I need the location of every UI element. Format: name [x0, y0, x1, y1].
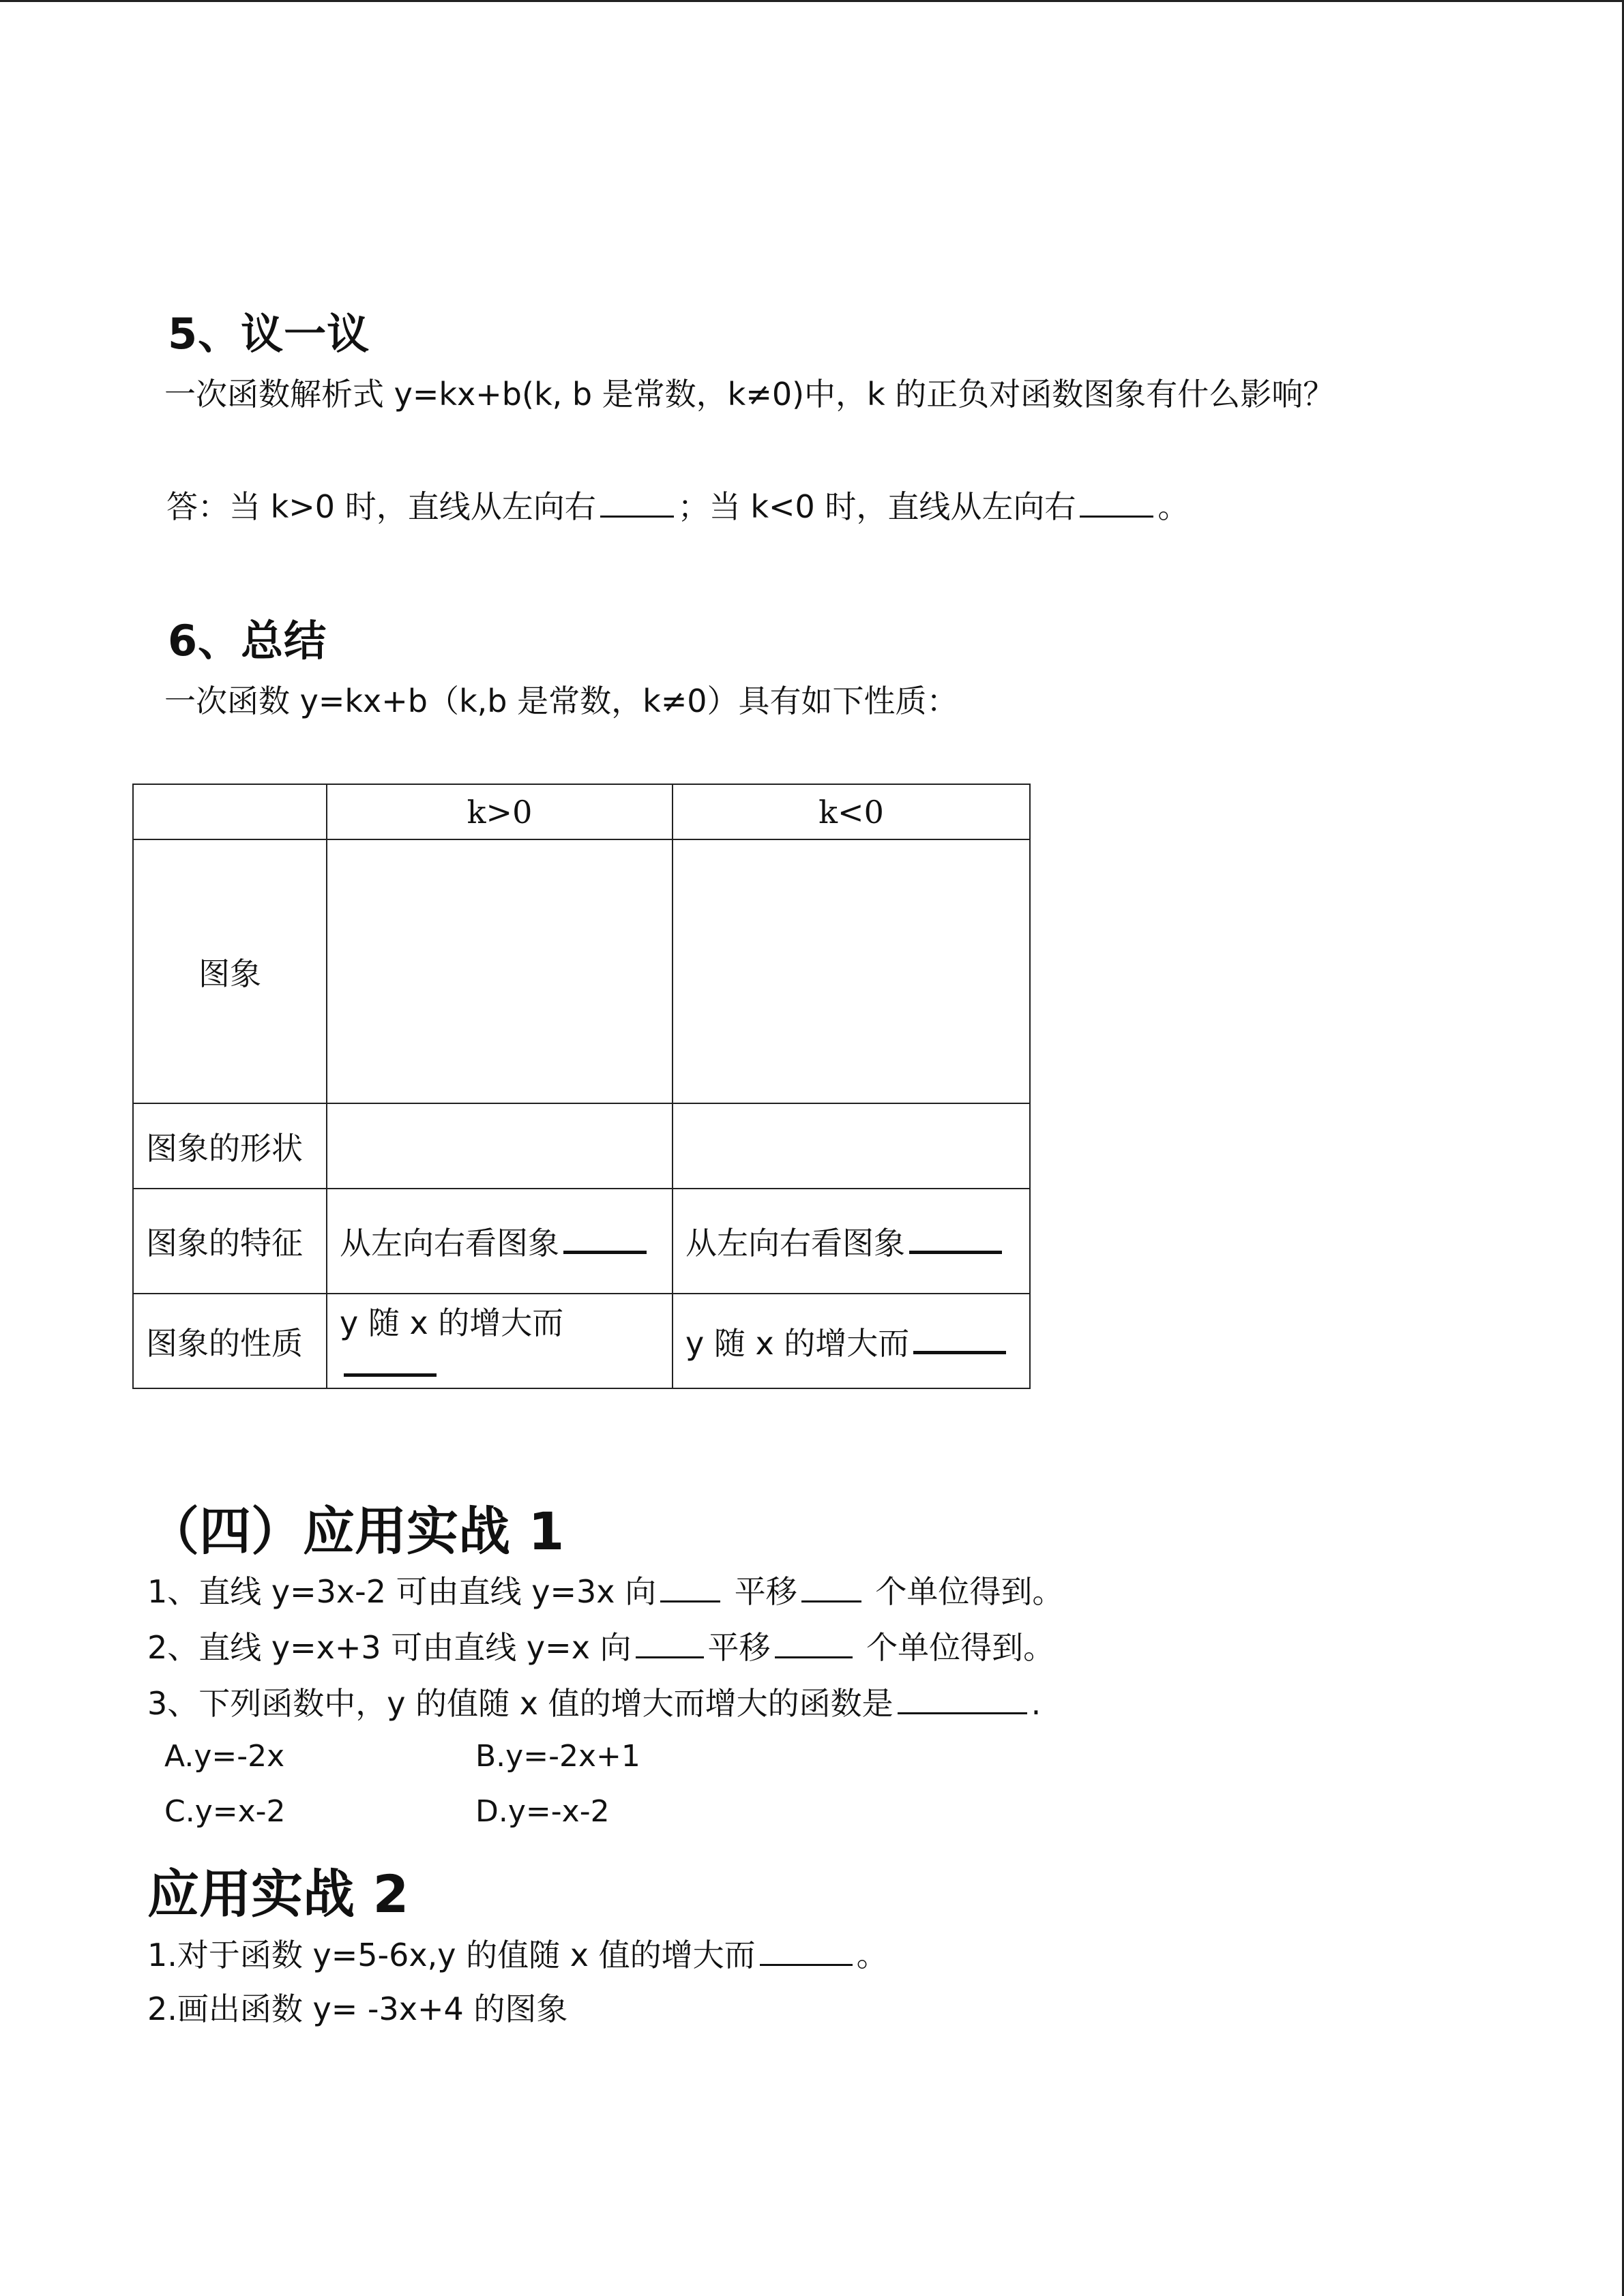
practice1-question-1	[147, 1570, 1063, 1612]
q3-end: .	[1031, 1685, 1042, 1722]
property-text-k-negative: y 随 x 的增大而	[685, 1324, 910, 1362]
p2q1-blank[interactable]	[760, 1934, 853, 1966]
q1-text-a: 1、直线 y=3x-2 可由直线 y=3x 向	[147, 1573, 657, 1610]
q2-blank-units[interactable]	[775, 1626, 853, 1658]
section5-question: 一次函数解析式 y=kx+b(k, b 是常数，k≠0)中，k 的正负对函数图象有什么影响？	[164, 376, 1335, 413]
option-a[interactable]: A.y=-2x	[164, 1739, 285, 1774]
table-row	[133, 839, 1030, 1103]
property-cell-k-negative	[673, 1294, 1030, 1388]
q1-text-c: 个单位得到。	[875, 1573, 1064, 1610]
table-row	[133, 1294, 1030, 1388]
property-text-k-positive: y 随 x 的增大而	[340, 1304, 564, 1341]
page-top-border	[0, 0, 1624, 2]
answer-blank-2[interactable]	[1080, 486, 1153, 518]
feature-cell-k-negative	[673, 1189, 1030, 1294]
answer-blank-1[interactable]	[600, 486, 674, 518]
q2-text-b: 平移	[707, 1629, 771, 1666]
row-label-graph: 图象	[133, 839, 327, 1103]
option-b[interactable]: B.y=-2x+1	[475, 1739, 640, 1774]
feature-blank-k-negative[interactable]	[909, 1221, 1002, 1254]
header-k-negative: k<0	[673, 784, 1030, 839]
feature-text-k-positive: 从左向右看图象	[340, 1225, 559, 1262]
practice2-question-1	[147, 1934, 888, 1976]
table-row	[133, 1103, 1030, 1189]
answer-end: 。	[1157, 488, 1190, 525]
practice1-heading: （四）应用实战 1	[147, 1501, 565, 1562]
row-label-shape: 图象的形状	[133, 1103, 327, 1189]
answer-part2: ；当 k<0 时，直线从左向右	[677, 488, 1076, 525]
answer-part1: 答：当 k>0 时，直线从左向右	[166, 488, 596, 525]
q2-text-a: 2、直线 y=x+3 可由直线 y=x 向	[147, 1629, 632, 1666]
header-empty-cell	[133, 784, 327, 839]
practice1-question-2	[147, 1626, 1054, 1668]
p2q1-text: 1.对于函数 y=5-6x,y 的值随 x 值的增大而	[147, 1937, 756, 1973]
section6-intro: 一次函数 y=kx+b（k,b 是常数，k≠0）具有如下性质：	[164, 683, 958, 719]
table-row	[133, 1189, 1030, 1294]
header-k-positive: k>0	[327, 784, 673, 839]
q1-blank-direction[interactable]	[660, 1570, 720, 1602]
property-blank-k-negative[interactable]	[913, 1321, 1006, 1354]
q1-blank-units[interactable]	[801, 1570, 861, 1602]
row-label-feature: 图象的特征	[133, 1189, 327, 1294]
section6-heading: 6、总结	[168, 616, 327, 666]
q2-text-c: 个单位得到。	[866, 1629, 1055, 1666]
section5-heading: 5、议一议	[168, 309, 370, 359]
practice2-heading: 应用实战 2	[147, 1864, 409, 1924]
p2q1-end: 。	[856, 1937, 888, 1973]
shape-cell-k-positive[interactable]	[327, 1103, 673, 1189]
feature-text-k-negative: 从左向右看图象	[685, 1225, 905, 1262]
graph-cell-k-positive[interactable]	[327, 839, 673, 1103]
feature-cell-k-positive	[327, 1189, 673, 1294]
table-header-row	[133, 784, 1030, 839]
property-blank-k-positive[interactable]	[344, 1343, 437, 1377]
shape-cell-k-negative[interactable]	[673, 1103, 1030, 1189]
practice1-question-3	[147, 1682, 1041, 1724]
property-cell-k-positive	[327, 1294, 673, 1388]
section5-answer	[166, 486, 1189, 527]
q3-blank-answer[interactable]	[898, 1682, 1027, 1714]
q3-text: 3、下列函数中，y 的值随 x 值的增大而增大的函数是	[147, 1685, 894, 1722]
option-c[interactable]: C.y=x-2	[164, 1794, 286, 1829]
properties-table	[132, 784, 1031, 1389]
practice2-question-2: 2.画出函数 y= -3x+4 的图象	[147, 1991, 568, 2027]
q2-blank-direction[interactable]	[636, 1626, 704, 1658]
feature-blank-k-positive[interactable]	[563, 1221, 647, 1254]
q1-text-b: 平移	[734, 1573, 797, 1610]
graph-cell-k-negative[interactable]	[673, 839, 1030, 1103]
option-d[interactable]: D.y=-x-2	[475, 1794, 610, 1829]
row-label-property: 图象的性质	[133, 1294, 327, 1388]
